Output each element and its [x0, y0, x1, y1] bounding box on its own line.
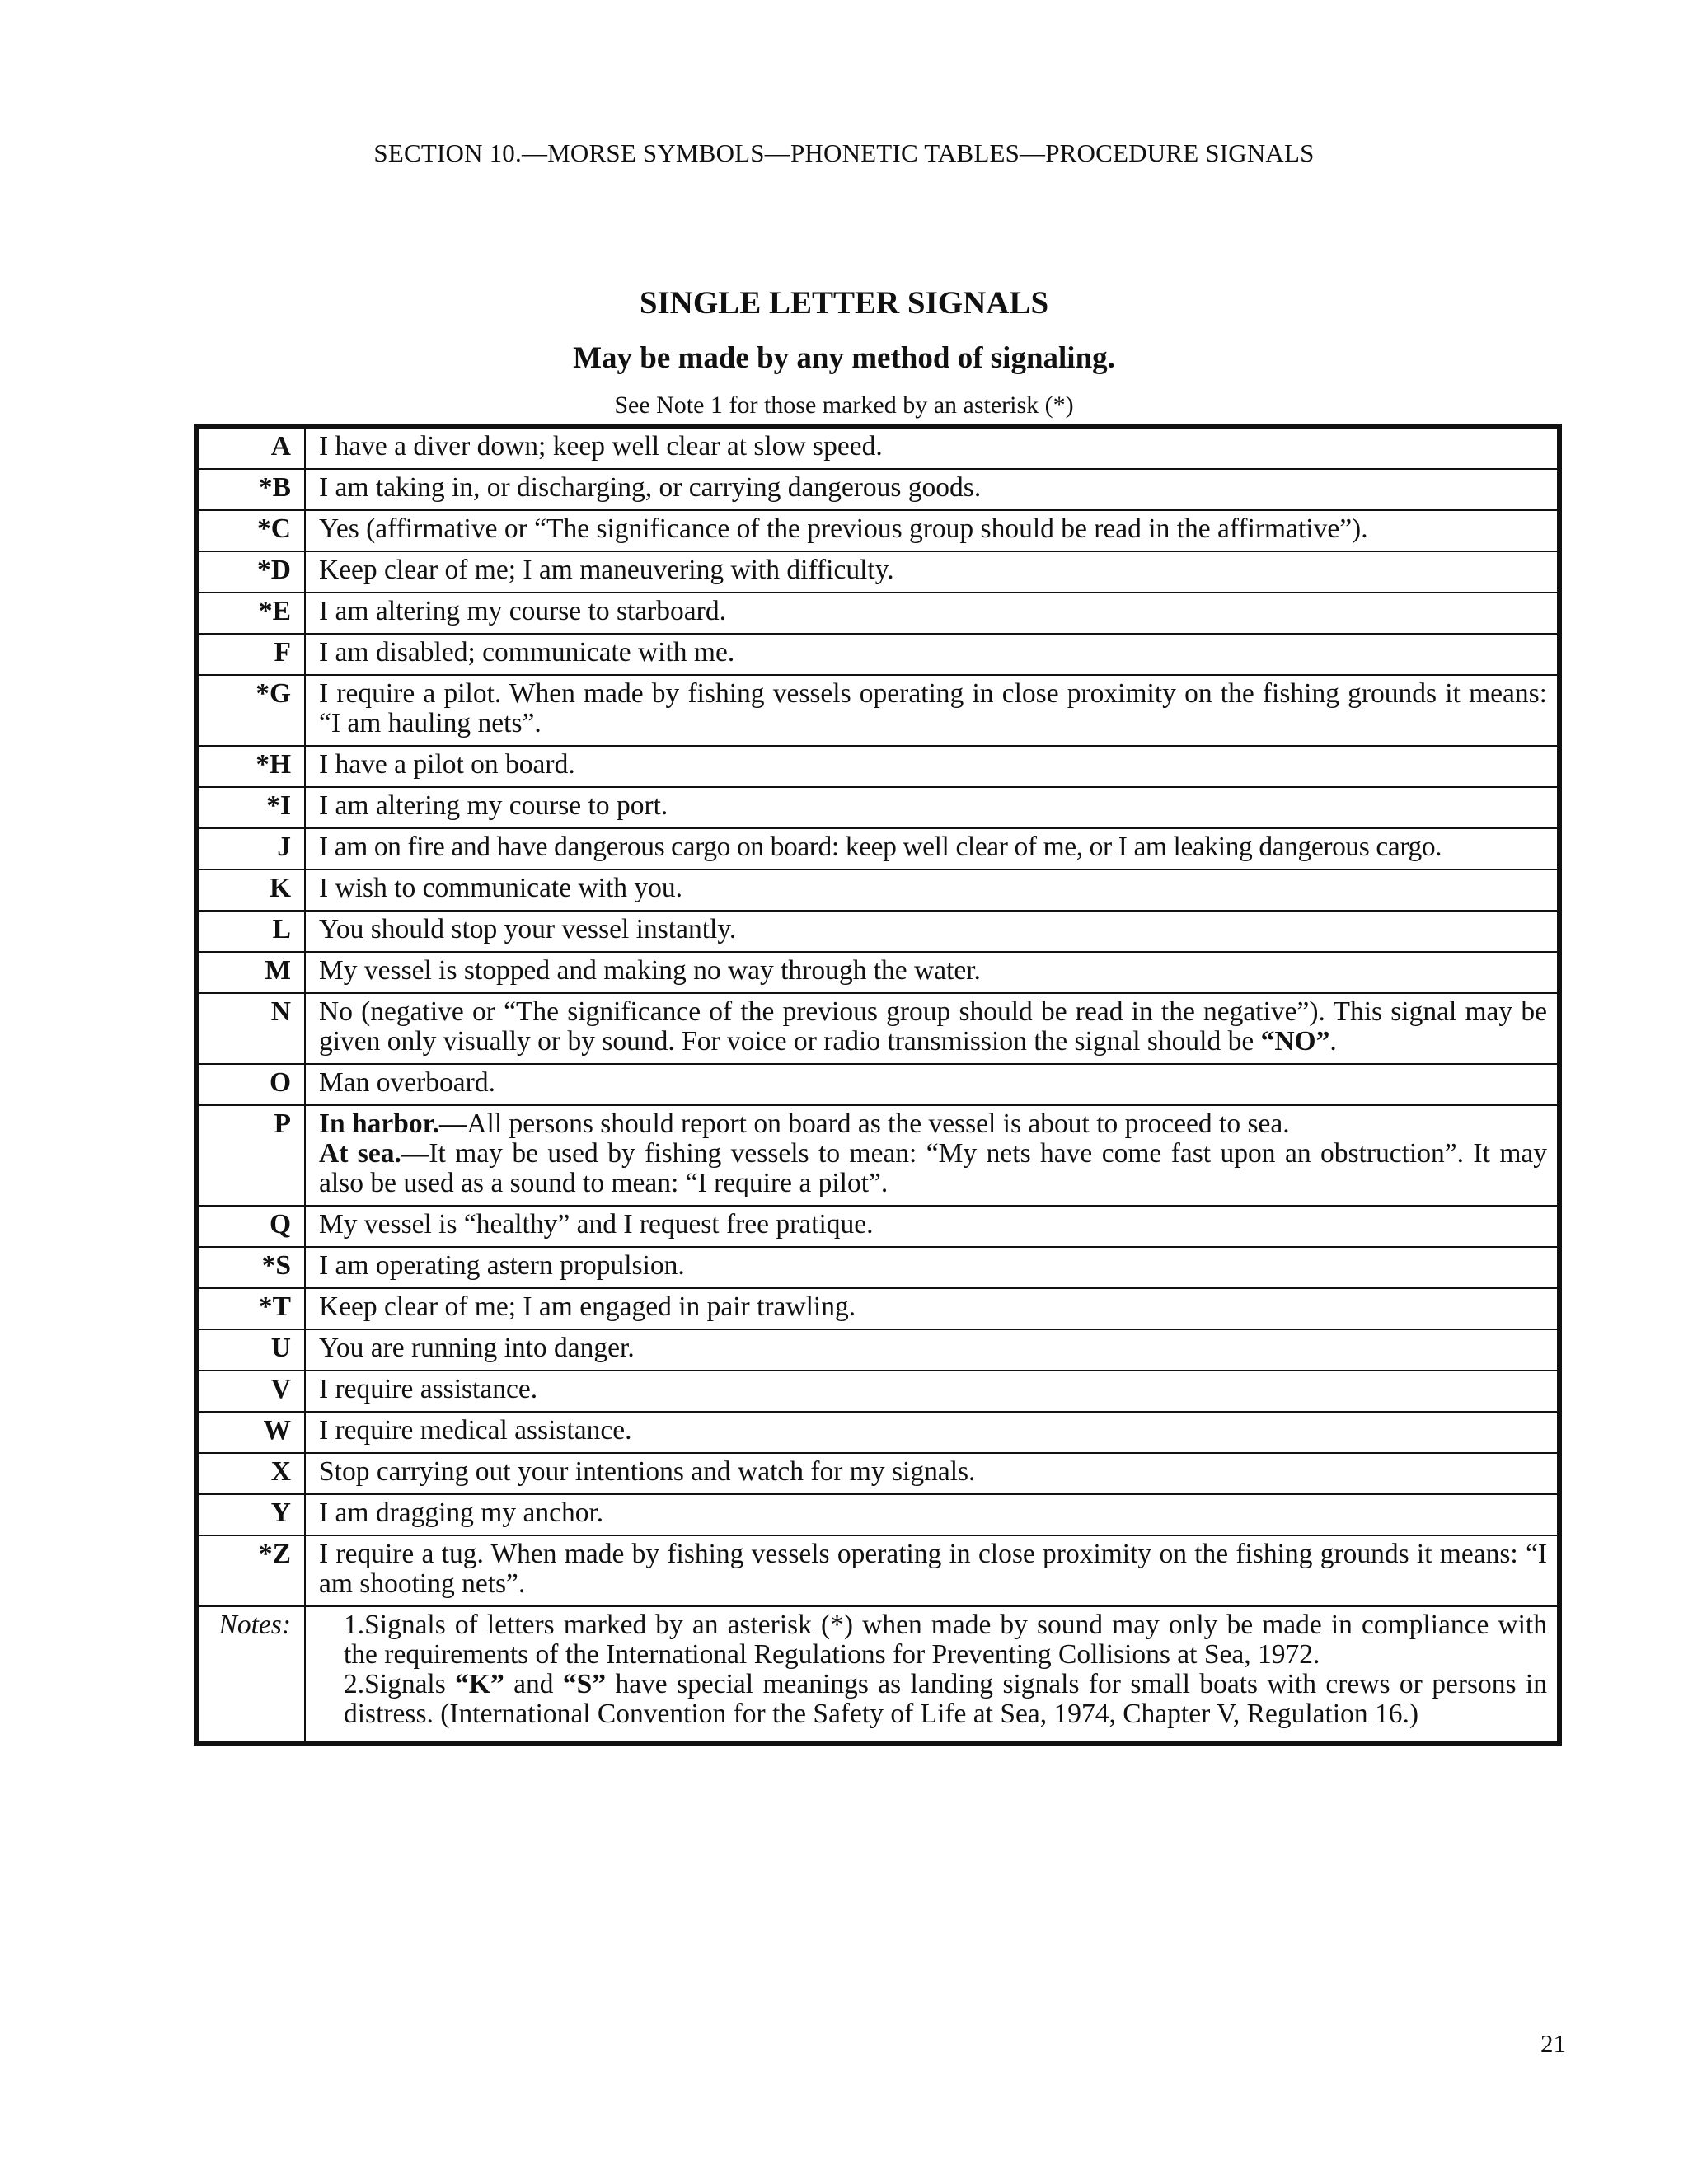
signal-meaning: I am altering my course to starboard. [305, 593, 1559, 634]
section-header: SECTION 10.—MORSE SYMBOLS—PHONETIC TABLES—PROCEDURE SIGNALS [373, 138, 1315, 167]
signal-meaning: I have a pilot on board. [305, 746, 1559, 787]
note-1: 1.Signals of letters marked by an asterisk (*) when made by sound may only be made in compliance with the requirements of the International Regulations for Preventing Collisions at Sea, 1972. [344, 1610, 1547, 1670]
sea-label: At sea.— [319, 1138, 429, 1169]
signal-meaning: I wish to communicate with you. [305, 869, 1559, 911]
signal-letter: *H [196, 746, 305, 787]
signal-meaning: Yes (affirmative or “The significance of the previous group should be read in the affirmative”). [305, 510, 1559, 551]
signal-letter: A [196, 426, 305, 469]
signal-letter: U [196, 1329, 305, 1371]
table-row [196, 1206, 1559, 1247]
table-row [196, 510, 1559, 551]
signal-meaning [305, 993, 1559, 1064]
table-row [196, 593, 1559, 634]
signal-meaning: I require medical assistance. [305, 1412, 1559, 1453]
note-2 [344, 1670, 1547, 1729]
table-row [196, 675, 1559, 746]
signal-letter: J [196, 828, 305, 869]
signal-meaning: I am dragging my anchor. [305, 1494, 1559, 1535]
table-row [196, 426, 1559, 469]
table-row [196, 1288, 1559, 1329]
table-row [196, 551, 1559, 593]
notes-label: Notes: [196, 1606, 305, 1743]
signal-letter: X [196, 1453, 305, 1494]
table-row [196, 1105, 1559, 1206]
table-row [196, 787, 1559, 828]
harbor-meaning [319, 1109, 1547, 1139]
table-row [196, 1494, 1559, 1535]
table-row [196, 952, 1559, 993]
note-2-s: “S” [562, 1669, 607, 1699]
sea-text: It may be used by fishing vessels to mean: “My nets have come fast upon an obstruction”. It may also be used as a sound to mean: “I require a pilot”. [319, 1138, 1547, 1198]
signal-letter: P [196, 1105, 305, 1206]
signal-meaning: I require a pilot. When made by fishing vessels operating in close proximity on the fishing grounds it means: “I am hauling nets”. [305, 675, 1559, 746]
signal-letter: *E [196, 593, 305, 634]
page-number: 21 [1540, 2029, 1566, 2058]
signal-meaning: I have a diver down; keep well clear at slow speed. [305, 426, 1559, 469]
signal-meaning: You are running into danger. [305, 1329, 1559, 1371]
signal-meaning: Man overboard. [305, 1064, 1559, 1105]
signal-meaning: I am disabled; communicate with me. [305, 634, 1559, 675]
signal-meaning-bold: “NO” [1260, 1026, 1330, 1057]
table-row [196, 1064, 1559, 1105]
note-2-k: “K” [455, 1669, 504, 1699]
signal-letter: *G [196, 675, 305, 746]
page-title: SINGLE LETTER SIGNALS [639, 285, 1049, 321]
signal-letter: *C [196, 510, 305, 551]
table-row [196, 1453, 1559, 1494]
table-row [196, 1412, 1559, 1453]
signal-letter: K [196, 869, 305, 911]
table-row [196, 1535, 1559, 1606]
signal-meaning: My vessel is stopped and making no way through the water. [305, 952, 1559, 993]
signal-meaning: Keep clear of me; I am engaged in pair trawling. [305, 1288, 1559, 1329]
harbor-label: In harbor.— [319, 1108, 467, 1139]
sea-meaning [319, 1139, 1547, 1198]
table-row [196, 469, 1559, 510]
signal-letter: *B [196, 469, 305, 510]
signal-letter: *D [196, 551, 305, 593]
asterisk-note-reference: See Note 1 for those marked by an asterisk (*) [614, 391, 1074, 419]
single-letter-signals-table [194, 424, 1562, 1746]
table-row [196, 869, 1559, 911]
harbor-text: All persons should report on board as the vessel is about to proceed to sea. [467, 1108, 1290, 1139]
signal-meaning: I am taking in, or discharging, or carrying dangerous goods. [305, 469, 1559, 510]
signal-letter: Q [196, 1206, 305, 1247]
signal-letter: V [196, 1371, 305, 1412]
signal-letter: W [196, 1412, 305, 1453]
notes-row [196, 1606, 1559, 1743]
signal-letter: M [196, 952, 305, 993]
signal-meaning: My vessel is “healthy” and I request free pratique. [305, 1206, 1559, 1247]
signal-meaning: I am on fire and have dangerous cargo on board: keep well clear of me, or I am leaking dangerous cargo. [305, 828, 1559, 869]
notes-content [305, 1606, 1559, 1743]
note-2-text-end: have special meanings as landing signals for small boats with crews or persons in distress. (International Convention for the Safety of Life at Sea, 1974, Chapter V, Regulation 16.) [344, 1669, 1547, 1729]
note-2-and: and [504, 1669, 563, 1699]
table-row [196, 993, 1559, 1064]
signal-meaning [305, 1105, 1559, 1206]
signal-letter: *S [196, 1247, 305, 1288]
signal-meaning: Stop carrying out your intentions and watch for my signals. [305, 1453, 1559, 1494]
table-row [196, 1371, 1559, 1412]
signal-meaning: I am operating astern propulsion. [305, 1247, 1559, 1288]
signal-letter: O [196, 1064, 305, 1105]
signal-letter: *Z [196, 1535, 305, 1606]
table-row [196, 634, 1559, 675]
table-row [196, 746, 1559, 787]
page-subtitle: May be made by any method of signaling. [573, 341, 1115, 375]
signal-meaning: I require assistance. [305, 1371, 1559, 1412]
note-2-text: 2.Signals [344, 1669, 456, 1699]
signal-letter: Y [196, 1494, 305, 1535]
signal-meaning-text-end: . [1329, 1026, 1337, 1057]
signal-meaning: You should stop your vessel instantly. [305, 911, 1559, 952]
signal-letter: F [196, 634, 305, 675]
signal-meaning: I am altering my course to port. [305, 787, 1559, 828]
signal-meaning: I require a tug. When made by fishing vessels operating in close proximity on the fishing grounds it means: “I am shooting nets”. [305, 1535, 1559, 1606]
signal-meaning-text: No (negative or “The significance of the previous group should be read in the negative”). This signal may be given only visually or by sound. For voice or radio transmission the signal should be [319, 996, 1547, 1057]
signal-meaning: Keep clear of me; I am maneuvering with difficulty. [305, 551, 1559, 593]
signal-letter: N [196, 993, 305, 1064]
table-row [196, 911, 1559, 952]
table-row [196, 1329, 1559, 1371]
table-row [196, 828, 1559, 869]
table-row [196, 1247, 1559, 1288]
signal-letter: *I [196, 787, 305, 828]
signal-letter: L [196, 911, 305, 952]
signal-letter: *T [196, 1288, 305, 1329]
